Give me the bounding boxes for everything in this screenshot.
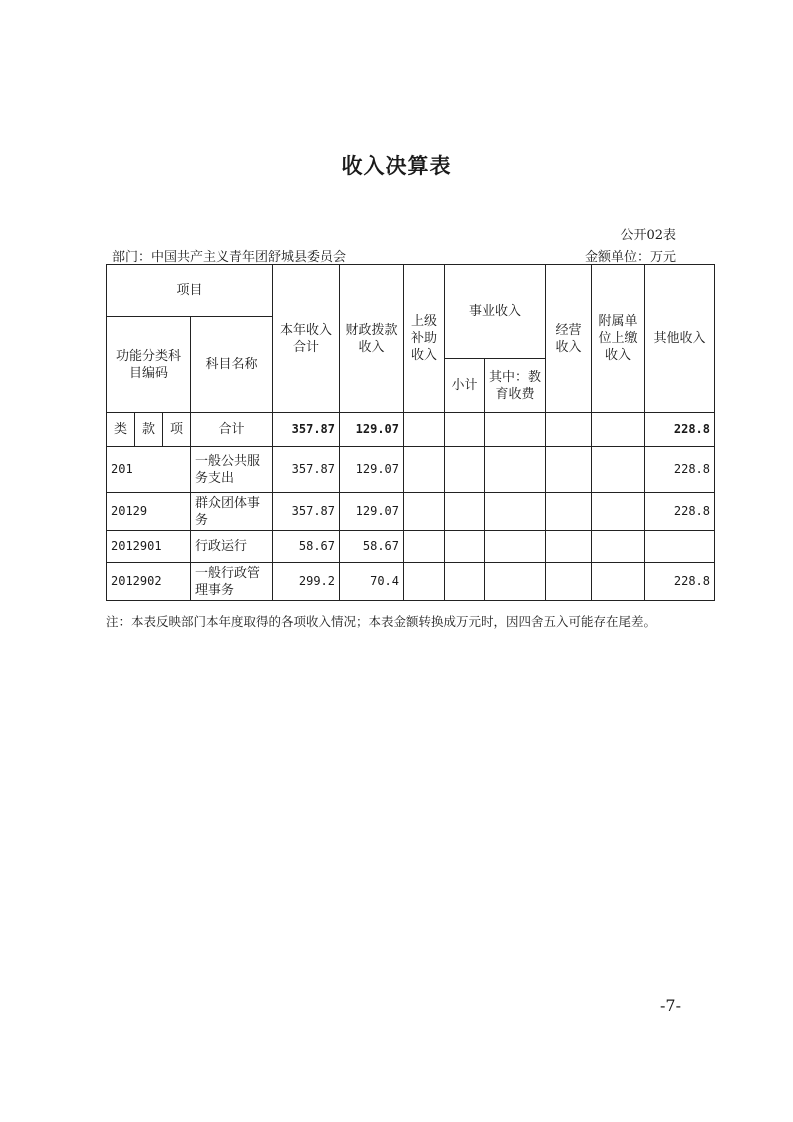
row-fiscal: 70.4 [340,563,404,601]
header-xiang: 项 [163,413,191,447]
header-total-income: 本年收入合计 [273,265,340,413]
header-superior: 上级补助收入 [404,265,445,413]
header-other: 其他收入 [645,265,715,413]
row-subtotal [445,563,485,601]
row-affiliated [592,493,645,531]
footnote: 注：本表反映部门本年度取得的各项收入情况；本表金额转换成万元时，因四舍五入可能存在尾差。 [106,614,657,629]
row-superior [404,563,445,601]
total-row-fiscal: 129.07 [340,413,404,447]
header-project: 项目 [107,265,273,317]
row-name: 一般行政管理事务 [191,563,273,601]
total-row-superior [404,413,445,447]
row-total-income: 357.87 [273,493,340,531]
header-kuan: 款 [135,413,163,447]
row-fiscal: 129.07 [340,447,404,493]
total-row-other: 228.8 [645,413,715,447]
row-other: 228.8 [645,493,715,531]
row-superior [404,531,445,563]
total-row-label: 合计 [191,413,273,447]
row-edu-fee [485,563,546,601]
row-fiscal: 129.07 [340,493,404,531]
header-edu-fee: 其中：教育收费 [485,359,546,413]
header-business: 事业收入 [445,265,546,359]
row-total-income: 299.2 [273,563,340,601]
row-code: 201 [107,447,191,493]
row-name: 行政运行 [191,531,273,563]
row-edu-fee [485,493,546,531]
header-lei: 类 [107,413,135,447]
row-affiliated [592,531,645,563]
row-code: 2012901 [107,531,191,563]
row-code: 2012902 [107,563,191,601]
page-number: -7- [660,996,681,1015]
total-row-operating [546,413,592,447]
row-subtotal [445,447,485,493]
header-fiscal: 财政拨款收入 [340,265,404,413]
row-edu-fee [485,447,546,493]
row-code: 20129 [107,493,191,531]
row-subtotal [445,493,485,531]
header-affiliated: 附属单位上缴收入 [592,265,645,413]
income-table [106,264,715,601]
total-row-affiliated [592,413,645,447]
row-subtotal [445,531,485,563]
row-name: 群众团体事务 [191,493,273,531]
row-operating [546,493,592,531]
row-operating [546,447,592,493]
total-row-subtotal [445,413,485,447]
row-superior [404,447,445,493]
unit-label: 金额单位：万元 [584,250,676,265]
row-total-income: 357.87 [273,447,340,493]
row-fiscal: 58.67 [340,531,404,563]
row-edu-fee [485,531,546,563]
row-other: 228.8 [645,563,715,601]
total-row-edu-fee [485,413,546,447]
header-subject-name: 科目名称 [191,317,273,413]
header-subtotal: 小计 [445,359,485,413]
row-affiliated [592,447,645,493]
row-superior [404,493,445,531]
row-name: 一般公共服务支出 [191,447,273,493]
header-operating: 经营收入 [546,265,592,413]
header-func-code: 功能分类科目编码 [107,317,191,413]
table-code: 公开02表 [620,228,676,243]
page-title: 收入决算表 [341,154,452,178]
total-row-total-income: 357.87 [273,413,340,447]
row-operating [546,531,592,563]
row-affiliated [592,563,645,601]
row-other: 228.8 [645,447,715,493]
row-operating [546,563,592,601]
row-other [645,531,715,563]
department-label: 部门：中国共产主义青年团舒城县委员会 [112,250,347,265]
row-total-income: 58.67 [273,531,340,563]
